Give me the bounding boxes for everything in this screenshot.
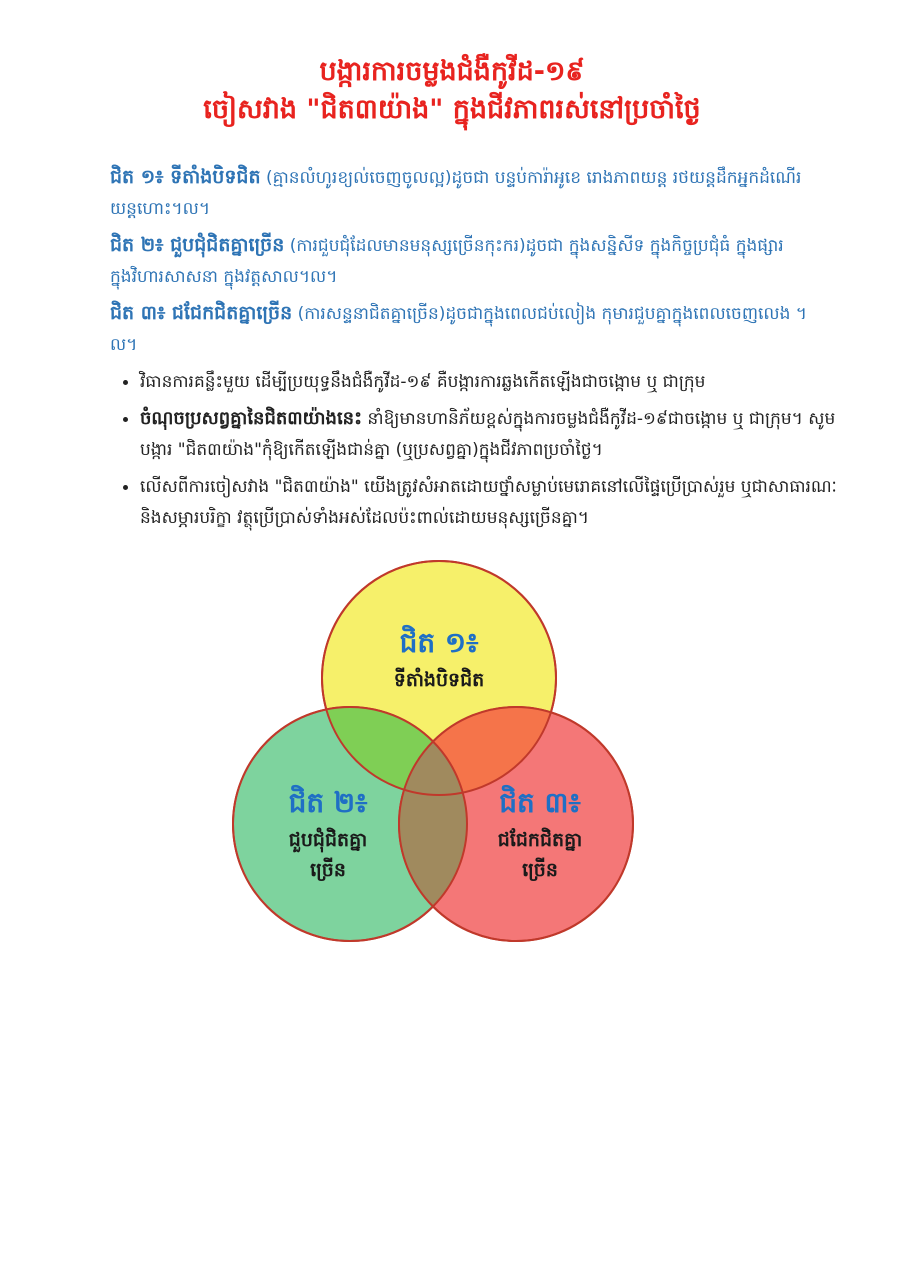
- bullet-2-text: នាំឱ្យមានហានិភ័យខ្ពស់ក្នុងការចម្លងជំងឺកូវីដ-១៩ជាចង្កោម ឬ ជាក្រុម។ សូមបង្ការ "ជិត៣យ៉ាង"កុំឱ្យកើតឡើងជាន់គ្នា (ឬប្រសព្វគ្នា)ក្នុងជីវភាពប្រចាំថ្ងៃ។: [140, 409, 836, 460]
- section-1-heading: ជិត ១៖ ទីតាំងបិទជិត: [110, 166, 261, 188]
- venn-2-title: ជិត ២៖: [288, 786, 368, 819]
- section-2-heading: ជិត ២៖ ជួបជុំជិតគ្នាច្រើន: [110, 234, 285, 256]
- section-3: [110, 298, 810, 361]
- venn-1-line1: ទីតាំងបិទជិត: [393, 669, 485, 691]
- venn-3-title: ជិត ៣៖: [499, 786, 581, 819]
- section-2-text: (ការជួបជុំដែលមានមនុស្សច្រើនកុះករ)ដូចជា ក្នុងសន្និសីទ ក្នុងកិច្ចប្រជុំធំ ក្នុងផ្សារ ក្នុងវិហារសាសនា ក្នុងវត្តសាល។ល។: [110, 236, 784, 287]
- venn-diagram: [230, 560, 650, 960]
- venn-2-line2: ច្រើន: [310, 859, 346, 881]
- bullet-list: [112, 366, 860, 539]
- bullet-3-text: លើសពីការចៀសវាង "ជិត៣យ៉ាង" យើងត្រូវសំអាតដោយថ្នាំសម្លាប់មេរោគនៅលើផ្ទៃប្រើប្រាស់រួម ឬជាសាធារណៈ និងសម្ភារបរិក្ខា វត្ថុប្រើប្រាស់ទាំងអស់ដែលប៉ះពាល់ដោយមនុស្សច្រើនគ្នា។: [140, 477, 837, 528]
- venn-1-title: ជិត ១៖: [399, 626, 479, 659]
- venn-svg: [230, 560, 650, 960]
- bullet-item-2: [140, 403, 860, 466]
- section-2: [110, 230, 810, 293]
- bullet-item-3: [140, 471, 860, 534]
- bullet-1-text: វិធានការគន្លឹះមួយ ដើម្បីប្រយុទ្ធនឹងជំងឺកូវីដ-១៩ គឺបង្ការការឆ្លងកើតឡើងជាចង្កោម ឬ ជាក្រុម: [140, 372, 706, 392]
- venn-2-line1: ជួបជុំជិតគ្នា: [288, 829, 368, 851]
- venn-3-line1: ជជែកជិតគ្នា: [497, 829, 583, 851]
- bullet-2-bold: ចំណុចប្រសព្វគ្នានៃជិត៣យ៉ាងនេះ: [140, 408, 363, 429]
- document-title-line2: ចៀសវាង "ជិត៣យ៉ាង" ក្នុងជីវភាពរស់នៅប្រចាំថ្ងៃ: [203, 94, 701, 125]
- document-title-line1: បង្ការការចម្លងជំងឺកូវីដ-១៩: [319, 56, 585, 87]
- section-1-text: (គ្មានលំហូរខ្យល់ចេញចូលល្អ)ដូចជា បន្ទប់ការ៉ាអូខេ រោងភាពយន្ត រថយន្តដឹកអ្នកដំណើរ យន្តហោះ។ល។: [110, 168, 802, 219]
- section-3-heading: ជិត ៣៖ ជជែកជិតគ្នាច្រើន: [110, 302, 293, 324]
- bullet-item-1: [140, 366, 860, 398]
- section-1: [110, 162, 810, 225]
- venn-3-line2: ច្រើន: [522, 859, 558, 881]
- section-3-text: (ការសន្ទនាជិតគ្នាច្រើន)ដូចជាក្នុងពេលជប់លៀង កុមារជួបគ្នាក្នុងពេលចេញលេង ។ល។: [110, 304, 807, 355]
